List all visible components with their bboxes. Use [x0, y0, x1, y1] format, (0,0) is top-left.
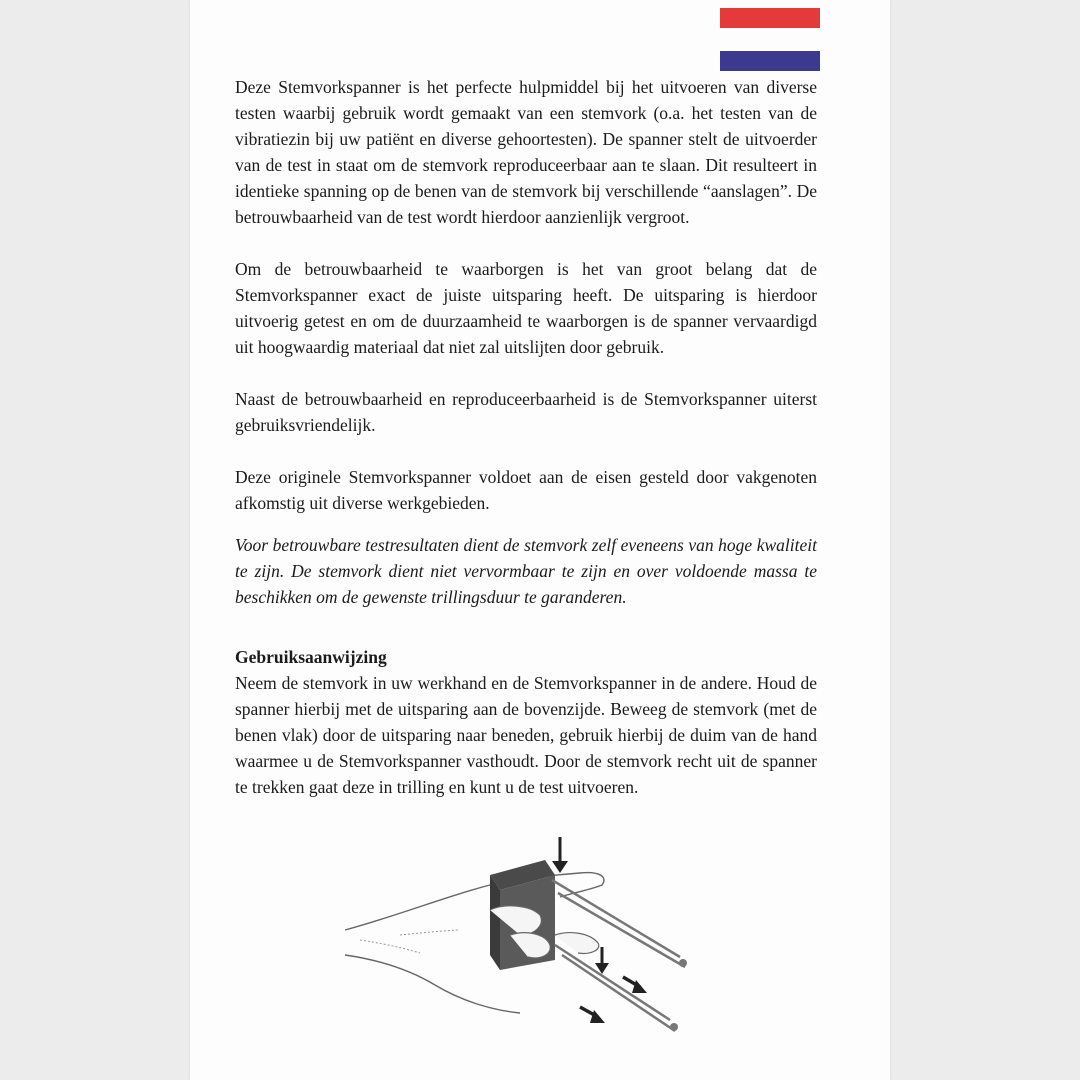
flag-red-stripe [720, 8, 820, 28]
hand-with-tuning-fork-spanner-icon [340, 835, 710, 1050]
paragraph-usability: Naast de betrouwbaarheid en reproduceerbaarheid is de Stemvorkspanner uiterst gebruiksvriendelijk. [235, 389, 817, 435]
paragraph-intro: Deze Stemvorkspanner is het perfecte hulpmiddel bij het uitvoeren van diverse testen waarbij gebruik wordt gemaakt van een stemvork (o.a. het testen van de vibratiezin bij uw patiënt en diverse gehoortesten). De spanner stelt de uitvoerder van de test in staat om de stemvork reproduceerbaar aan te slaan. Dit resulteert in identieke spanning op de benen van de stemvork bij verschillende “aanslagen”. De betrouwbaarheid van de test wordt hierdoor aanzienlijk vergroot. [235, 77, 817, 227]
paragraph-original: Deze originele Stemvorkspanner voldoet aan de eisen gesteld door vakgenoten afkomstig uit diverse werkgebieden. [235, 467, 817, 513]
paragraph-reliability: Om de betrouwbaarheid te waarborgen is het van groot belang dat de Stemvorkspanner exact de juiste uitsparing heeft. De uitsparing is hierdoor uitvoerig getest en om de duurzaamheid te waarborgen is de spanner vervaardigd uit hoogwaardig materiaal dat niet zal uitslijten door gebruik. [235, 259, 817, 357]
instructions-heading: Gebruiksaanwijzing [235, 647, 387, 667]
flag-blue-stripe [720, 51, 820, 71]
paragraph-quality-note: Voor betrouwbare testresultaten dient de stemvork zelf eveneens van hoge kwaliteit te zijn. De stemvork dient niet vervormbaar te zijn en over voldoende massa te beschikken om de gewenste trillingsduur te garanderen. [235, 535, 817, 607]
document-body [235, 74, 817, 800]
document-page [190, 0, 890, 1080]
instructions-text: Neem de stemvork in uw werkhand en de Stemvorkspanner in de andere. Houd de spanner hierbij met de uitsparing aan de bovenzijde. Beweeg de stemvork (met de benen vlak) door de uitsparing naar beneden, gebruik hierbij de duim van de hand waarmee u de Stemvorkspanner vasthoudt. Door de stemvork recht uit de spanner te trekken gaat deze in trilling en kunt u de test uitvoeren. [235, 673, 817, 797]
